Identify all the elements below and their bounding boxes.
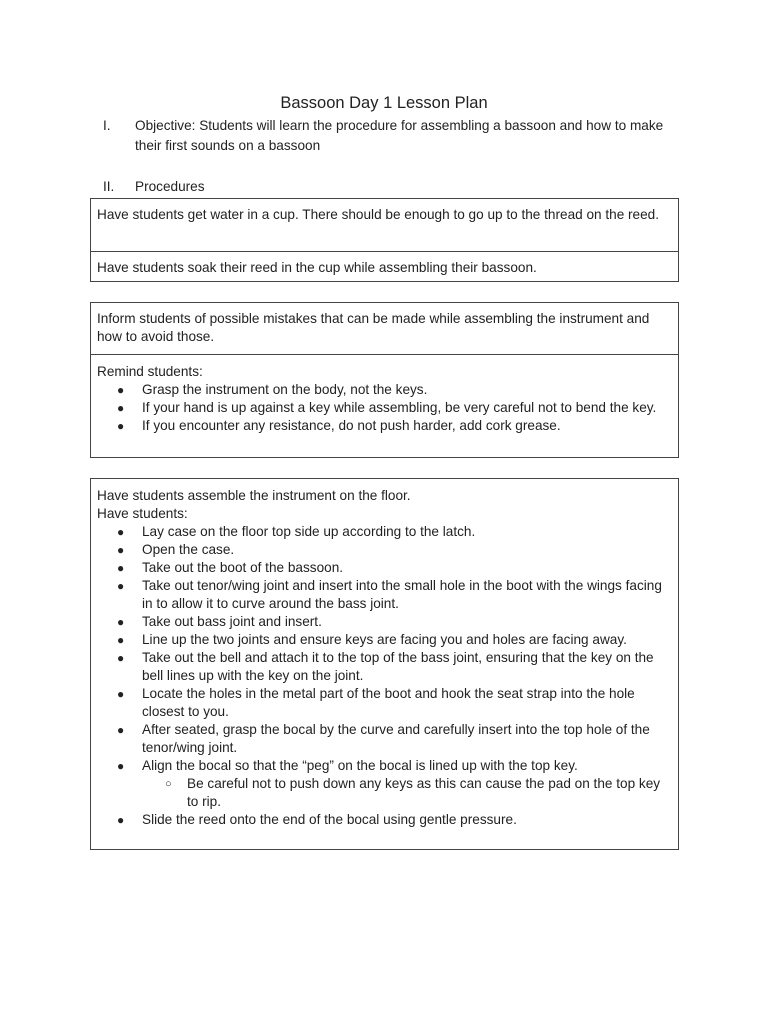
bullet-icon: ● [117, 651, 125, 665]
list-item: ● Line up the two joints and ensure keys are facing you and holes are facing away. [117, 632, 627, 647]
bullet-icon: ● [117, 723, 125, 737]
bullet-list [97, 381, 672, 435]
list-item: ● Grasp the instrument on the body, not the keys. [117, 382, 428, 397]
list-item: ● Take out the boot of the bassoon. [117, 560, 344, 575]
cell-line: Have students assemble the instrument on the floor. [97, 488, 411, 503]
table-cell: Have students soak their reed in the cup while assembling their bassoon. [91, 251, 678, 282]
sub-list-item: ○ Be careful not to push down any keys as this can cause the pad on the top key to rip. [165, 776, 661, 809]
list-item: ● If you encounter any resistance, do not push harder, add cork grease. [117, 418, 561, 433]
table-cell [91, 354, 678, 457]
procedure-table-3 [90, 478, 679, 850]
section-text: Objective: Students will learn the procedure for assembling a bassoon and how to make their first sounds on a bassoon [135, 118, 664, 153]
list-item: ● Locate the holes in the metal part of the boot and hook the seat strap into the hole closest to you. [117, 686, 635, 719]
section-number: II. [103, 179, 115, 194]
bullet-icon: ● [117, 419, 125, 433]
list-item: ● Lay case on the floor top side up according to the latch. [117, 524, 476, 539]
section-number: I. [103, 118, 111, 133]
table-cell [91, 479, 678, 836]
bullet-icon: ● [117, 813, 125, 827]
section-text: Procedures [135, 179, 205, 194]
table-cell: Inform students of possible mistakes that can be made while assembling the instrument and how to avoid those. [97, 311, 650, 344]
list-item: ● Take out tenor/wing joint and insert into the small hole in the boot with the wings facing in to allow it to curve around the bass joint. [117, 578, 662, 611]
bullet-icon: ● [117, 561, 125, 575]
bullet-icon: ● [117, 633, 125, 647]
bullet-icon: ● [117, 401, 125, 415]
list-item: ● Align the bocal so that the “peg” on the bocal is lined up with the top key. ○ Be careful not to push down any keys as this can cause the pad on the top key to rip. [97, 757, 672, 811]
cell-line: Have students: [97, 506, 188, 521]
bullet-icon: ● [117, 525, 125, 539]
bullet-icon: ● [117, 687, 125, 701]
list-item: ● Take out the bell and attach it to the top of the bass joint, ensuring that the key on the bell lines up with the key on the joint. [117, 650, 654, 683]
bullet-icon: ● [117, 579, 125, 593]
list-item: ● Slide the reed onto the end of the bocal using gentle pressure. [117, 812, 517, 827]
list-item: ● Open the case. [117, 542, 235, 557]
list-item: ● After seated, grasp the bocal by the curve and carefully insert into the top hole of the tenor/wing joint. [117, 722, 650, 755]
sub-bullet-list [142, 775, 672, 811]
list-item: ● Take out bass joint and insert. [117, 614, 322, 629]
section-objective [103, 116, 683, 160]
procedure-table-1 [90, 198, 679, 282]
cell-intro: Remind students: [97, 364, 203, 379]
hollow-bullet-icon: ○ [165, 778, 172, 790]
bullet-icon: ● [117, 383, 125, 397]
bullet-icon: ● [117, 759, 125, 773]
table-cell: Have students get water in a cup. There should be enough to go up to the thread on the reed. [97, 207, 660, 222]
section-procedures [103, 177, 683, 197]
procedure-table-2 [90, 302, 679, 458]
bullet-list [97, 523, 672, 829]
bullet-icon: ● [117, 543, 125, 557]
page-title: Bassoon Day 1 Lesson Plan [280, 94, 488, 112]
bullet-icon: ● [117, 615, 125, 629]
list-item: ● If your hand is up against a key while assembling, be very careful not to bend the key. [117, 400, 657, 415]
